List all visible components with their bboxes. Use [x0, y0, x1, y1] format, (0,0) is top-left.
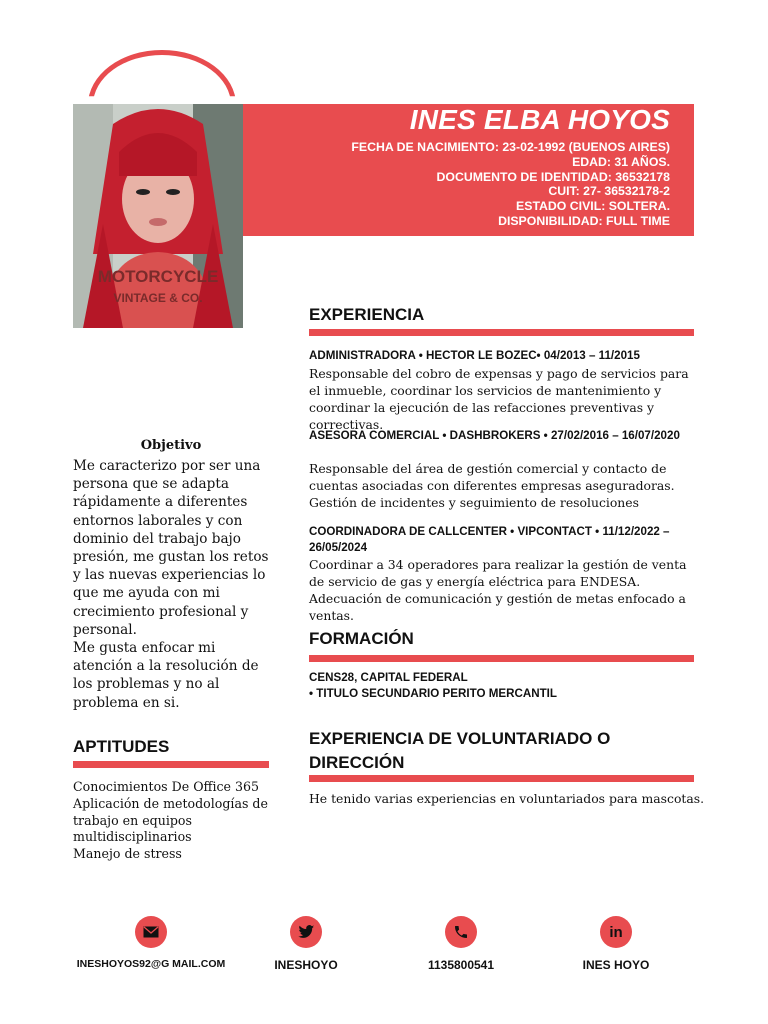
- education-title: FORMACIÓN: [309, 629, 414, 648]
- twitter-icon[interactable]: [290, 916, 322, 948]
- experience-title: EXPERIENCIA: [309, 305, 425, 324]
- phone-icon[interactable]: [445, 916, 477, 948]
- aptitude-item: Conocimientos De Office 365: [73, 779, 260, 794]
- job-3-heading: COORDINADORA DE CALLCENTER • VIPCONTACT • 11/12/2022 – 26/05/2024: [309, 525, 670, 554]
- birth-date: FECHA DE NACIMIENTO: 23-02-1992 (BUENOS AIRES): [351, 140, 670, 154]
- aptitudes-list: [73, 779, 273, 863]
- job-2-heading: ASESORA COMERCIAL • DASHBROKERS • 27/02/2016 – 16/07/2020: [309, 429, 680, 442]
- objective-paragraph-2: Me gusta enfocar mi atención a la resolución de los problemas y no al problema en si.: [73, 640, 259, 711]
- age: EDAD: 31 AÑOS.: [572, 154, 670, 169]
- experience-divider: [309, 329, 694, 336]
- aptitudes-title: APTITUDES: [73, 737, 170, 756]
- contact-email[interactable]: INESHOYOS92@G MAIL.COM: [76, 958, 226, 970]
- job-1-description: Responsable del cobro de expensas y pago de servicios para el inmueble, coordinar los servicios de mantenimiento y coordinar la ejecución de las refacciones preventivas y correctivas.: [309, 366, 689, 432]
- job-1-heading: ADMINISTRADORA • HECTOR LE BOZEC• 04/2013 – 11/2015: [309, 349, 640, 362]
- personal-info: [351, 140, 670, 229]
- linkedin-icon[interactable]: in: [600, 916, 632, 948]
- aptitude-item: Aplicación de metodologías de trabajo en equipos multidisciplinarios: [73, 795, 268, 845]
- contact-phone[interactable]: 1135800541: [427, 958, 495, 972]
- education-divider: [309, 655, 694, 662]
- volunteer-text: He tenido varias experiencias en voluntariados para mascotas.: [309, 791, 705, 806]
- candidate-name: INES ELBA HOYOS: [409, 104, 670, 135]
- availability: DISPONIBILIDAD: FULL TIME: [498, 213, 670, 228]
- shirt-text-2: VINTAGE & CO.: [113, 291, 203, 305]
- mail-icon[interactable]: [135, 916, 167, 948]
- job-3-description: Coordinar a 34 operadores para realizar la gestión de venta de servicio de gas y energía eléctrica para ENDESA. Adecuación de comunicación y gestión de metas enfocado a ventas.: [309, 557, 687, 623]
- shirt-text-1: MOTORCYCLE: [97, 267, 219, 286]
- marital-status: ESTADO CIVIL: SOLTERA.: [516, 199, 670, 214]
- education-school: CENS28, CAPITAL FEDERAL: [309, 671, 468, 684]
- profile-photo: [73, 104, 243, 328]
- objective-text: [73, 457, 269, 712]
- volunteer-divider: [309, 775, 694, 782]
- cuit: CUIT: 27- 36532178-2: [548, 184, 670, 199]
- contact-linkedin[interactable]: INES HOYO: [582, 958, 650, 972]
- aptitude-item: Manejo de stress: [73, 846, 182, 862]
- contact-twitter[interactable]: INESHOYO: [274, 958, 338, 972]
- job-2-description: Responsable del área de gestión comercial y contacto de cuentas asociadas con diferentes empresas aseguradoras. Gestión de incidentes y seguimiento de resoluciones: [309, 461, 675, 510]
- volunteer-title: EXPERIENCIA DE VOLUNTARIADO O DIRECCIÓN: [309, 729, 611, 772]
- objective-paragraph-1: Me caracterizo por ser una persona que se adapta rápidamente a diferentes entornos laborales y con dominio del trabajo bajo presión, me gustan los retos y las nuevas experiencias lo que me ayuda con mi crecimiento profesional y personal.: [73, 458, 269, 638]
- aptitudes-divider: [73, 761, 269, 768]
- education-degree: • TITULO SECUNDARIO PERITO MERCANTIL: [309, 687, 557, 700]
- id-document: DOCUMENTO DE IDENTIDAD: 36532178: [436, 169, 670, 184]
- objective-title: Objetivo: [140, 438, 202, 453]
